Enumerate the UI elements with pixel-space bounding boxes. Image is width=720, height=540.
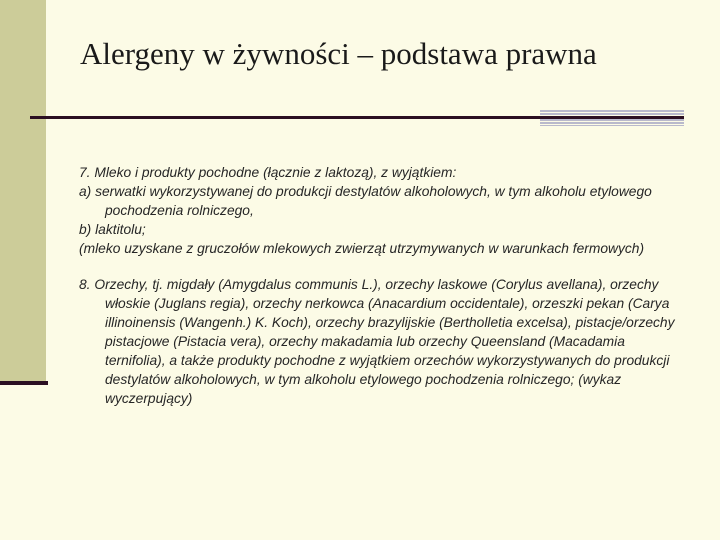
slide-body xyxy=(79,163,679,408)
title-rule-accent-line xyxy=(540,116,684,119)
left-band-divider xyxy=(0,381,48,385)
item-7-exception-b: b) laktitolu; xyxy=(79,222,146,237)
left-decorative-band xyxy=(0,0,46,382)
item-8-nuts: 8. Orzechy, tj. migdały (Amygdalus communis L.), orzechy laskowe (Corylus avellana), orzechy włoskie (Juglans regia), orzechy nerkowca (Anacardium occidentale), orzeszki pekan (Carya illinoinensis (Wangenh.) K. Koch), orzechy brazylijskie (Bertholletia excelsa), pistacje/orzechy pistacjowe (Pistacia vera), orzechy makadamia lub orzechy Queensland (Macadamia ternifolia), a także produkty pochodne z wyjątkiem orzechów wykorzystywanych do produkcji destylatów alkoholowych, w tym alkoholu etylowego pochodzenia rolniczego; (wykaz wyczerpujący) xyxy=(79,277,675,406)
slide-title: Alergeny w żywności – podstawa prawna xyxy=(80,36,597,71)
item-7-note: (mleko uzyskane z gruczołów mlekowych zwierząt utrzymywanych w warunkach fermowych) xyxy=(79,241,645,256)
paragraph-gap xyxy=(79,258,679,275)
item-7-exception-a: a) serwatki wykorzystywanej do produkcji destylatów alkoholowych, w tym alkoholu etylowego pochodzenia rolniczego, xyxy=(79,184,652,218)
item-7-heading: 7. Mleko i produkty pochodne (łącznie z laktozą), z wyjątkiem: xyxy=(79,165,457,180)
